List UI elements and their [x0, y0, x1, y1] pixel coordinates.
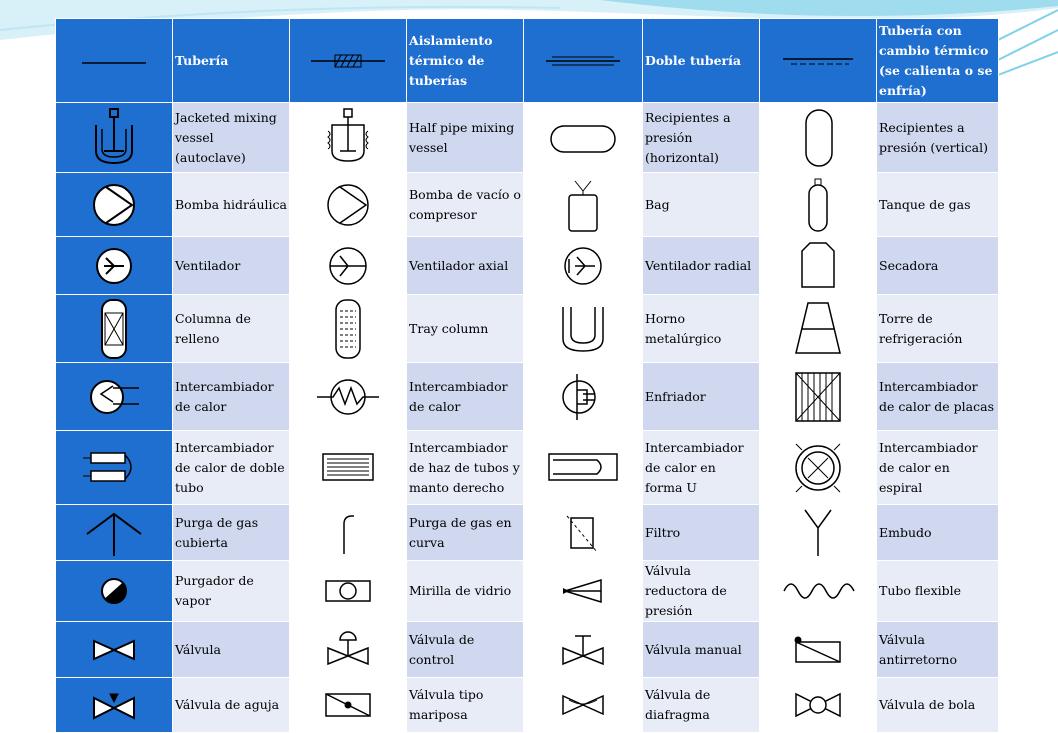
spiral-exchanger-icon: [760, 431, 877, 505]
label: Mirilla de vidrio: [407, 561, 524, 622]
label: Intercambiador de calor de placas: [877, 363, 999, 431]
label: Válvula reductora de presión: [643, 561, 760, 622]
table-row: [56, 505, 999, 561]
label: Half pipe mixing vessel: [407, 103, 524, 173]
insulated-pipe-icon: [290, 19, 407, 103]
label: Tanque de gas: [877, 173, 999, 237]
label: Válvula tipo mariposa: [407, 678, 524, 733]
table-row: [56, 173, 999, 237]
label: Jacketed mixing vessel (autoclave): [173, 103, 290, 173]
cooling-tower-icon: [760, 295, 877, 363]
header-pipe: Tubería: [173, 19, 290, 103]
radial-fan-icon: [524, 237, 643, 295]
control-valve-icon: [290, 622, 407, 678]
pressure-reducing-valve-icon: [524, 561, 643, 622]
label: Secadora: [877, 237, 999, 295]
jacketed-vessel-icon: [56, 103, 173, 173]
cooler-icon: [524, 363, 643, 431]
label: Válvula de aguja: [173, 678, 290, 733]
pipe-icon: [56, 19, 173, 103]
label: Tray column: [407, 295, 524, 363]
table-row: [56, 431, 999, 505]
gas-tank-icon: [760, 173, 877, 237]
butterfly-valve-icon: [290, 678, 407, 733]
label: Válvula de control: [407, 622, 524, 678]
label: Torre de refrigeración: [877, 295, 999, 363]
covered-vent-icon: [56, 505, 173, 561]
diaphragm-valve-icon: [524, 678, 643, 733]
label: Horno metalúrgico: [643, 295, 760, 363]
table-row: [56, 103, 999, 173]
label: Ventilador: [173, 237, 290, 295]
sight-glass-icon: [290, 561, 407, 622]
label: Válvula de bola: [877, 678, 999, 733]
heat-exchanger-icon: [56, 363, 173, 431]
label: Bomba de vacío o compresor: [407, 173, 524, 237]
label: Intercambiador de calor en espiral: [877, 431, 999, 505]
filter-icon: [524, 505, 643, 561]
table-row: [56, 295, 999, 363]
label: Válvula de diafragma: [643, 678, 760, 733]
shell-tube-exchanger-icon: [290, 431, 407, 505]
steam-trap-icon: [56, 561, 173, 622]
label: Intercambiador de calor en forma U: [643, 431, 760, 505]
label: Filtro: [643, 505, 760, 561]
packed-column-icon: [56, 295, 173, 363]
label: Ventilador radial: [643, 237, 760, 295]
label: Bag: [643, 173, 760, 237]
label: Purga de gas en curva: [407, 505, 524, 561]
table-row: [56, 622, 999, 678]
label: Columna de relleno: [173, 295, 290, 363]
table-row: [56, 363, 999, 431]
needle-valve-icon: [56, 678, 173, 733]
flexible-hose-icon: [760, 561, 877, 622]
label: Intercambiador de calor: [407, 363, 524, 431]
furnace-icon: [524, 295, 643, 363]
label: Recipientes a presión (horizontal): [643, 103, 760, 173]
curved-vent-icon: [290, 505, 407, 561]
label: Intercambiador de calor: [173, 363, 290, 431]
label: Recipientes a presión (vertical): [877, 103, 999, 173]
plate-heat-exchanger-icon: [760, 363, 877, 431]
manual-valve-icon: [524, 622, 643, 678]
label: Purga de gas cubierta: [173, 505, 290, 561]
header-double-pipe: Doble tubería: [643, 19, 760, 103]
label: Intercambiador de calor de doble tubo: [173, 431, 290, 505]
label: Válvula manual: [643, 622, 760, 678]
tray-column-icon: [290, 295, 407, 363]
check-valve-icon: [760, 622, 877, 678]
label: Válvula antirretorno: [877, 622, 999, 678]
symbol-table: [55, 18, 999, 733]
header-row: [56, 19, 999, 103]
compressor-icon: [290, 173, 407, 237]
double-tube-exchanger-icon: [56, 431, 173, 505]
label: Bomba hidráulica: [173, 173, 290, 237]
u-tube-exchanger-icon: [524, 431, 643, 505]
label: Intercambiador de haz de tubos y manto derecho: [407, 431, 524, 505]
vertical-vessel-icon: [760, 103, 877, 173]
heated-pipe-icon: [760, 19, 877, 103]
ball-valve-icon: [760, 678, 877, 733]
heat-exchanger-2-icon: [290, 363, 407, 431]
header-heated-pipe: Tubería con cambio térmico (se calienta o se enfría): [877, 19, 999, 103]
dryer-icon: [760, 237, 877, 295]
label: Ventilador axial: [407, 237, 524, 295]
axial-fan-icon: [290, 237, 407, 295]
label: Enfriador: [643, 363, 760, 431]
fan-icon: [56, 237, 173, 295]
table-row: [56, 237, 999, 295]
valve-icon: [56, 622, 173, 678]
label: Tubo flexible: [877, 561, 999, 622]
label: Válvula: [173, 622, 290, 678]
label: Embudo: [877, 505, 999, 561]
header-insulation: Aislamiento térmico de tuberías: [407, 19, 524, 103]
double-pipe-icon: [524, 19, 643, 103]
funnel-icon: [760, 505, 877, 561]
table-row: [56, 561, 999, 622]
table-row: [56, 678, 999, 733]
horizontal-vessel-icon: [524, 103, 643, 173]
label: Purgador de vapor: [173, 561, 290, 622]
pump-icon: [56, 173, 173, 237]
half-pipe-vessel-icon: [290, 103, 407, 173]
bag-icon: [524, 173, 643, 237]
